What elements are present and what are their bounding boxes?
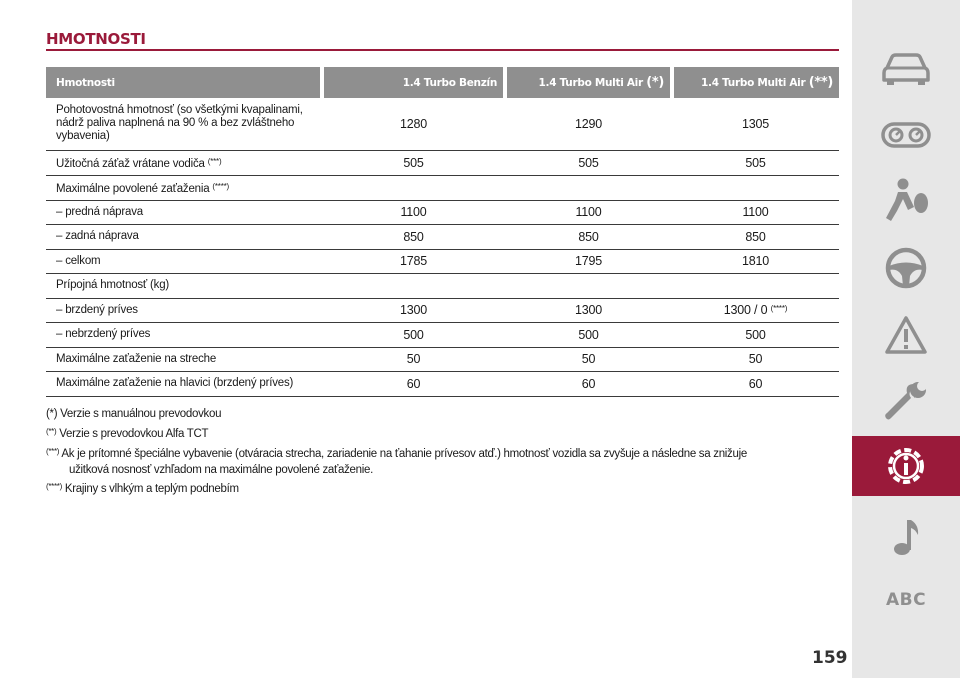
row-value: 1300 / 0 (****) <box>672 298 839 323</box>
sidebar-item-maintenance[interactable] <box>852 372 960 432</box>
weights-table <box>46 67 839 397</box>
dashboard-gauges-icon <box>881 120 931 150</box>
row-value: 60 <box>505 372 672 397</box>
footnote-marker: (****) <box>212 181 230 191</box>
table-header-row <box>46 67 839 98</box>
row-value <box>322 274 505 299</box>
row-label: Maximálne zaťaženie na streche <box>46 347 322 372</box>
music-note-icon <box>891 517 921 557</box>
row-label: Maximálne povolené zaťaženia (****) <box>46 175 322 200</box>
row-value: 1100 <box>322 200 505 225</box>
table-row <box>46 200 839 225</box>
sidebar-item-technical-data[interactable] <box>852 436 960 496</box>
row-value: 1305 <box>672 98 839 150</box>
technical-data-gear-icon <box>883 443 929 489</box>
table-row <box>46 347 839 372</box>
row-value: 1290 <box>505 98 672 150</box>
index-label: ABC <box>885 590 927 610</box>
table-row <box>46 323 839 348</box>
warning-triangle-icon <box>884 315 928 355</box>
table-row <box>46 372 839 397</box>
chapter-sidebar <box>852 0 960 678</box>
row-value <box>322 175 505 200</box>
row-label: – zadná náprava <box>46 225 322 250</box>
sidebar-item-driving[interactable] <box>852 238 960 298</box>
row-value <box>505 175 672 200</box>
table-row <box>46 274 839 299</box>
row-label: Maximálne zaťaženie na hlavici (brzdený príves) <box>46 372 322 397</box>
row-value: 500 <box>322 323 505 348</box>
row-label: Pohotovostná hmotnosť (so všetkými kvapalinami, nádrž paliva naplnená na 90 % a bez zvláštneho vybavenia) <box>46 98 322 150</box>
footnote-3-continuation: užitková nosnosť vzhľadom na maximálne povolené zaťaženie. <box>69 464 373 476</box>
row-value <box>672 274 839 299</box>
row-label: – predná náprava <box>46 200 322 225</box>
row-value: 505 <box>322 150 505 175</box>
page-title: HMOTNOSTI <box>46 30 146 48</box>
sidebar-item-safety[interactable] <box>852 170 960 230</box>
row-value: 50 <box>505 347 672 372</box>
row-value: 1810 <box>672 249 839 274</box>
header-col-multiair-manual: 1.4 Turbo Multi Air (*) <box>505 67 672 98</box>
page-number: 159 <box>812 648 848 668</box>
row-value: 500 <box>672 323 839 348</box>
row-value: 1795 <box>505 249 672 274</box>
row-value: 1300 <box>505 298 672 323</box>
sidebar-item-emergency[interactable] <box>852 305 960 365</box>
row-value: 850 <box>322 225 505 250</box>
footnote-4: (****) Krajiny s vlhkým a teplým podnebím <box>46 482 239 495</box>
header-label: Hmotnosti <box>46 67 322 98</box>
row-value: 505 <box>505 150 672 175</box>
footnote-1: (*) Verzie s manuálnou prevodovkou <box>46 408 222 420</box>
table-row <box>46 150 839 175</box>
table-row <box>46 298 839 323</box>
row-label: – celkom <box>46 249 322 274</box>
row-value: 50 <box>322 347 505 372</box>
airbag-passenger-icon <box>883 177 929 223</box>
row-value: 505 <box>672 150 839 175</box>
sidebar-item-index[interactable] <box>852 570 960 630</box>
wrench-icon <box>884 380 928 424</box>
row-label: Prípojná hmotnosť (kg) <box>46 274 322 299</box>
sidebar-item-car[interactable] <box>852 38 960 98</box>
row-value: 1300 <box>322 298 505 323</box>
row-value: 500 <box>505 323 672 348</box>
row-value: 50 <box>672 347 839 372</box>
row-value: 850 <box>505 225 672 250</box>
footnotes <box>46 406 836 498</box>
row-value: 60 <box>322 372 505 397</box>
row-value: 1785 <box>322 249 505 274</box>
row-value: 850 <box>672 225 839 250</box>
sidebar-item-dashboard[interactable] <box>852 105 960 165</box>
footnote-2: (**) Verzie s prevodovkou Alfa TCT <box>46 427 209 440</box>
table-row <box>46 98 839 150</box>
header-col-multiair-tct: 1.4 Turbo Multi Air (**) <box>672 67 839 98</box>
row-value: 60 <box>672 372 839 397</box>
header-col-turbo-benzin: 1.4 Turbo Benzín <box>322 67 505 98</box>
sidebar-item-multimedia[interactable] <box>852 507 960 567</box>
table-row <box>46 249 839 274</box>
table-row <box>46 175 839 200</box>
car-icon <box>881 50 931 86</box>
row-value: 1100 <box>672 200 839 225</box>
row-value <box>672 175 839 200</box>
row-label: Užitočná záťaž vrátane vodiča (***) <box>46 150 322 175</box>
row-value <box>505 274 672 299</box>
row-label: – nebrzdený príves <box>46 323 322 348</box>
footnote-marker: (****) <box>770 304 788 314</box>
row-label: – brzdený príves <box>46 298 322 323</box>
footnote-marker: (***) <box>207 156 222 166</box>
title-divider <box>46 49 839 51</box>
row-value: 1280 <box>322 98 505 150</box>
steering-wheel-icon <box>884 246 928 290</box>
footnote-3: (***) Ak je prítomné špeciálne vybavenie (otváracia strecha, zariadenie na ťahanie prívesov atď.) hmotnosť vozidla sa zvyšuje a následne sa znižuje užitková nosnosť vzhľadom na maximálne povolené zaťaženie. <box>46 443 836 478</box>
table-row <box>46 225 839 250</box>
row-value: 1100 <box>505 200 672 225</box>
